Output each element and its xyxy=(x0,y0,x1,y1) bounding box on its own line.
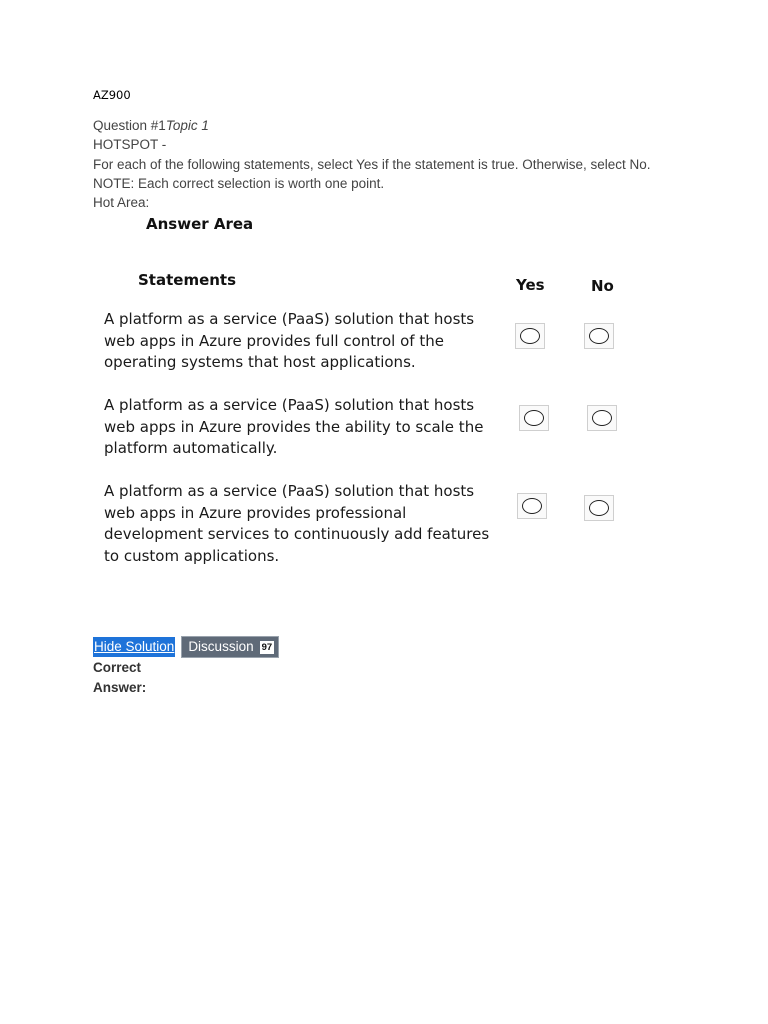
question-note: NOTE: Each correct selection is worth one point. xyxy=(93,175,385,191)
radio-circle-icon xyxy=(592,410,612,426)
statement-line: web apps in Azure provides the ability to scale the xyxy=(104,417,484,436)
statement-1-yes-radio[interactable] xyxy=(515,323,545,349)
radio-circle-icon xyxy=(520,328,540,344)
statement-line: development services to continuously add features xyxy=(104,525,490,543)
statement-line: A platform as a service (PaaS) solution that hosts xyxy=(104,396,475,414)
statement-3-no-radio[interactable] xyxy=(584,495,614,521)
statement-line: A platform as a service (PaaS) solution that hosts xyxy=(104,310,475,328)
statement-3-yes-radio[interactable] xyxy=(517,493,547,519)
question-number: Question #1 xyxy=(93,118,166,133)
button-spacer xyxy=(175,637,182,657)
statement-line: operating systems that host applications. xyxy=(104,353,416,371)
answer-area-title: Answer Area xyxy=(146,215,254,233)
document-title: AZ900 xyxy=(93,88,131,102)
question-instruction: For each of the following statements, select Yes if the statement is true. Otherwise, select No. xyxy=(93,156,651,172)
answer-area-image xyxy=(96,210,636,580)
discussion-button[interactable] xyxy=(182,637,278,657)
radio-circle-icon xyxy=(524,410,544,426)
solution-button-row xyxy=(93,637,278,657)
discussion-count-badge: 97 xyxy=(261,641,273,653)
statement-1-no-radio[interactable] xyxy=(584,323,614,349)
statement-line: platform automatically. xyxy=(104,439,278,457)
statement-line: A platform as a service (PaaS) solution that hosts xyxy=(104,482,475,500)
no-column-header: No xyxy=(591,277,614,295)
correct-answer-label: Correct Answer: xyxy=(93,660,147,695)
radio-circle-icon xyxy=(589,500,609,516)
statement-line: to custom applications. xyxy=(104,546,280,565)
statements-column-header: Statements xyxy=(138,271,237,289)
question-block xyxy=(93,116,733,212)
question-header xyxy=(93,116,733,135)
question-topic: Topic 1 xyxy=(165,118,209,133)
yes-column-header: Yes xyxy=(516,276,545,294)
statement-3 xyxy=(104,481,504,567)
statement-line: web apps in Azure provides professional xyxy=(104,503,407,522)
discussion-label: Discussion xyxy=(188,639,254,654)
statement-line: web apps in Azure provides full control of the xyxy=(104,331,444,350)
statement-2-no-radio[interactable] xyxy=(587,405,617,431)
statement-2-yes-radio[interactable] xyxy=(519,405,549,431)
statement-2 xyxy=(104,395,504,460)
statement-1 xyxy=(104,309,504,374)
hide-solution-button[interactable]: Hide Solution xyxy=(93,637,175,657)
question-type: HOTSPOT - xyxy=(93,137,167,153)
radio-circle-icon xyxy=(522,498,542,514)
hot-area-label: Hot Area: xyxy=(93,195,150,211)
radio-circle-icon xyxy=(589,328,609,344)
